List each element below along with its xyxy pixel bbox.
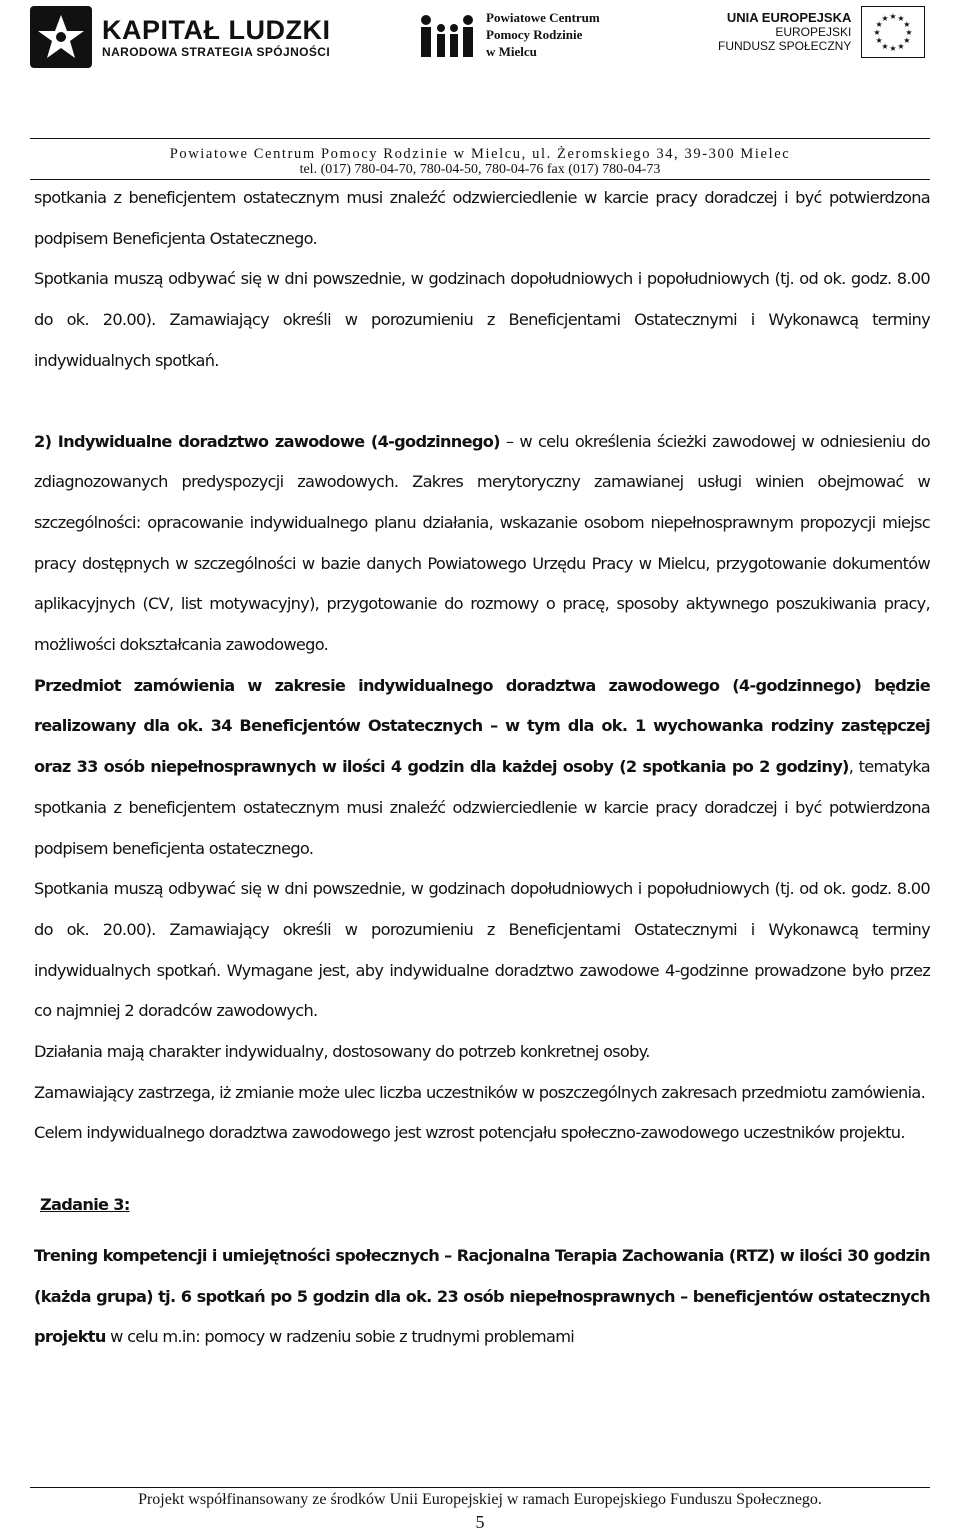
eu-star-mark: ★ xyxy=(889,44,897,53)
eu-star-mark: ★ xyxy=(881,41,889,51)
paragraph-4: Przedmiot zamówienia w zakresie indywidualnego doradztwa zawodowego (4-godzinnego) będzie realizowany dla ok. 34 Beneficjentów Ostatecznych – w tym dla ok. 1 wychowanka rodziny zastępczej oraz 33 osób niepełnosprawnych w ilości 4 godzin dla każdej osoby (2 spotkania po 2 godziny), tematyka spotkania z beneficjentem ostatecznym musi znaleźć odzwierciedlenie w karcie pracy doradczej i być potwierdzona podpisem beneficjenta ostatecznego. xyxy=(34,675,930,858)
kapital-ludzki-subtitle: NARODOWA STRATEGIA SPÓJNOŚCI xyxy=(102,45,331,59)
paragraph-5: Spotkania muszą odbywać się w dni powszednie, w godzinach dopołudniowych i popołudniowych (tj. od ok. godz. 8.00 do ok. 20.00). Zamawiający określi w porozumieniu z Beneficjentami Ostatecznymi i Wykonawcą terminy indywidualnych spotkań. Wymagane jest, aby indywidualne doradztwo zawodowe 4-godzinne prowadzone było przez co najmniej 2 doradców zawodowych. xyxy=(34,879,930,1021)
eu-line1: UNIA EUROPEJSKA xyxy=(726,10,852,25)
eu-star-mark: ★ xyxy=(903,36,911,45)
pcpr-name-line3: w Mielcu xyxy=(486,43,537,59)
page-number: 5 xyxy=(475,1512,485,1532)
paragraph-6: Działania mają charakter indywidualny, dostosowany do potrzeb konkretnej osoby. xyxy=(34,1042,650,1062)
pcpr-name-line2: Pomocy Rodzinie xyxy=(486,26,583,42)
kapital-ludzki-logo xyxy=(30,6,330,68)
pcpr-logo xyxy=(416,6,600,62)
footer-text: Projekt współfinansowany ze środków Unii Europejskiej w ramach Europejskiego Funduszu Społecznego. xyxy=(138,1491,822,1508)
eu-line2: EUROPEJSKI xyxy=(775,25,852,39)
kapital-ludzki-title: KAPITAŁ LUDZKI xyxy=(102,15,331,45)
eu-star-mark: ★ xyxy=(903,20,911,29)
eu-flag-icon xyxy=(861,6,925,58)
eu-logo xyxy=(718,6,925,58)
paragraph-7: Zamawiający zastrzega, iż zmianie może ulec liczba uczestników w poszczególnych zakresach przedmiotu zamówienia. xyxy=(34,1082,926,1102)
eu-star-mark: ★ xyxy=(873,28,881,37)
eu-star-mark: ★ xyxy=(881,14,889,24)
pcpr-name-line1: Powiatowe Centrum xyxy=(486,9,600,25)
eu-star-mark: ★ xyxy=(897,14,905,24)
header-divider xyxy=(30,138,930,139)
task-3-heading: Zadanie 3: xyxy=(40,1195,130,1215)
document-body xyxy=(34,178,930,1358)
eu-star-mark: ★ xyxy=(889,12,897,21)
eu-star-mark: ★ xyxy=(905,28,913,37)
eu-line3: FUNDUSZ SPOŁECZNY xyxy=(718,39,852,53)
paragraph-1: spotkania z beneficjentem ostatecznym musi znaleźć odzwierciedlenie w karcie pracy doradczej i być potwierdzona podpisem Beneficjenta Ostatecznego. xyxy=(34,188,930,248)
page-header xyxy=(0,0,960,177)
family-figures-icon xyxy=(416,6,478,62)
header-phone: tel. (017) 780-04-70, 780-04-50, 780-04-76 fax (017) 780-04-73 xyxy=(299,162,661,177)
paragraph-3: 2) Indywidualne doradztwo zawodowe (4-godzinnego) – w celu określenia ścieżki zawodowej w odniesieniu do zdiagnozowanych predyspozycji zawodowych. Zakres merytoryczny zamawianej usługi winien obejmować w szczególności: opracowanie indywidualnego planu działania, wskazanie osobom niepełnosprawnym propozycji miejsc pracy dostępnych w szczególności w bazie danych Powiatowego Urzędu Pracy w Mielcu, przygotowanie dokumentów aplikacyjnych (CV, list motywacyjny), przygotowanie do rozmowy o pracę, sposoby aktywnego poszukiwania pracy, możliwości dokształcania zawodowego. xyxy=(34,431,930,655)
paragraph-8: Celem indywidualnego doradztwa zawodowego jest wzrost potencjału społeczno-zawodowego uczestników projektu. xyxy=(34,1123,905,1143)
paragraph-9: Trening kompetencji i umiejętności społecznych – Racjonalna Terapia Zachowania (RTZ) w ilości 30 godzin (każda grupa) tj. 6 spotkań po 5 godzin dla ok. 23 osób niepełnosprawnych – beneficjentów ostatecznych projektu w celu m.in: pomocy w radzeniu sobie z trudnymi problemami xyxy=(34,1245,930,1347)
footer-divider xyxy=(30,1487,930,1488)
eu-star-mark: ★ xyxy=(897,41,905,51)
section-2-heading: 2) Indywidualne doradztwo zawodowe (4-godzinnego) xyxy=(34,431,500,451)
header-address: Powiatowe Centrum Pomocy Rodzinie w Mielcu, ul. Żeromskiego 34, 39-300 Mielec xyxy=(169,146,791,162)
eu-star-mark: ★ xyxy=(875,36,884,45)
paragraph-2: Spotkania muszą odbywać się w dni powszednie, w godzinach dopołudniowych i popołudniowych (tj. od ok. godz. 8.00 do ok. 20.00). Zamawiający określi w porozumieniu z Beneficjentami Ostatecznymi i Wykonawcą terminy indywidualnych spotkań. xyxy=(34,269,930,370)
kapital-ludzki-star-icon xyxy=(30,6,92,68)
eu-star-mark: ★ xyxy=(875,20,884,29)
